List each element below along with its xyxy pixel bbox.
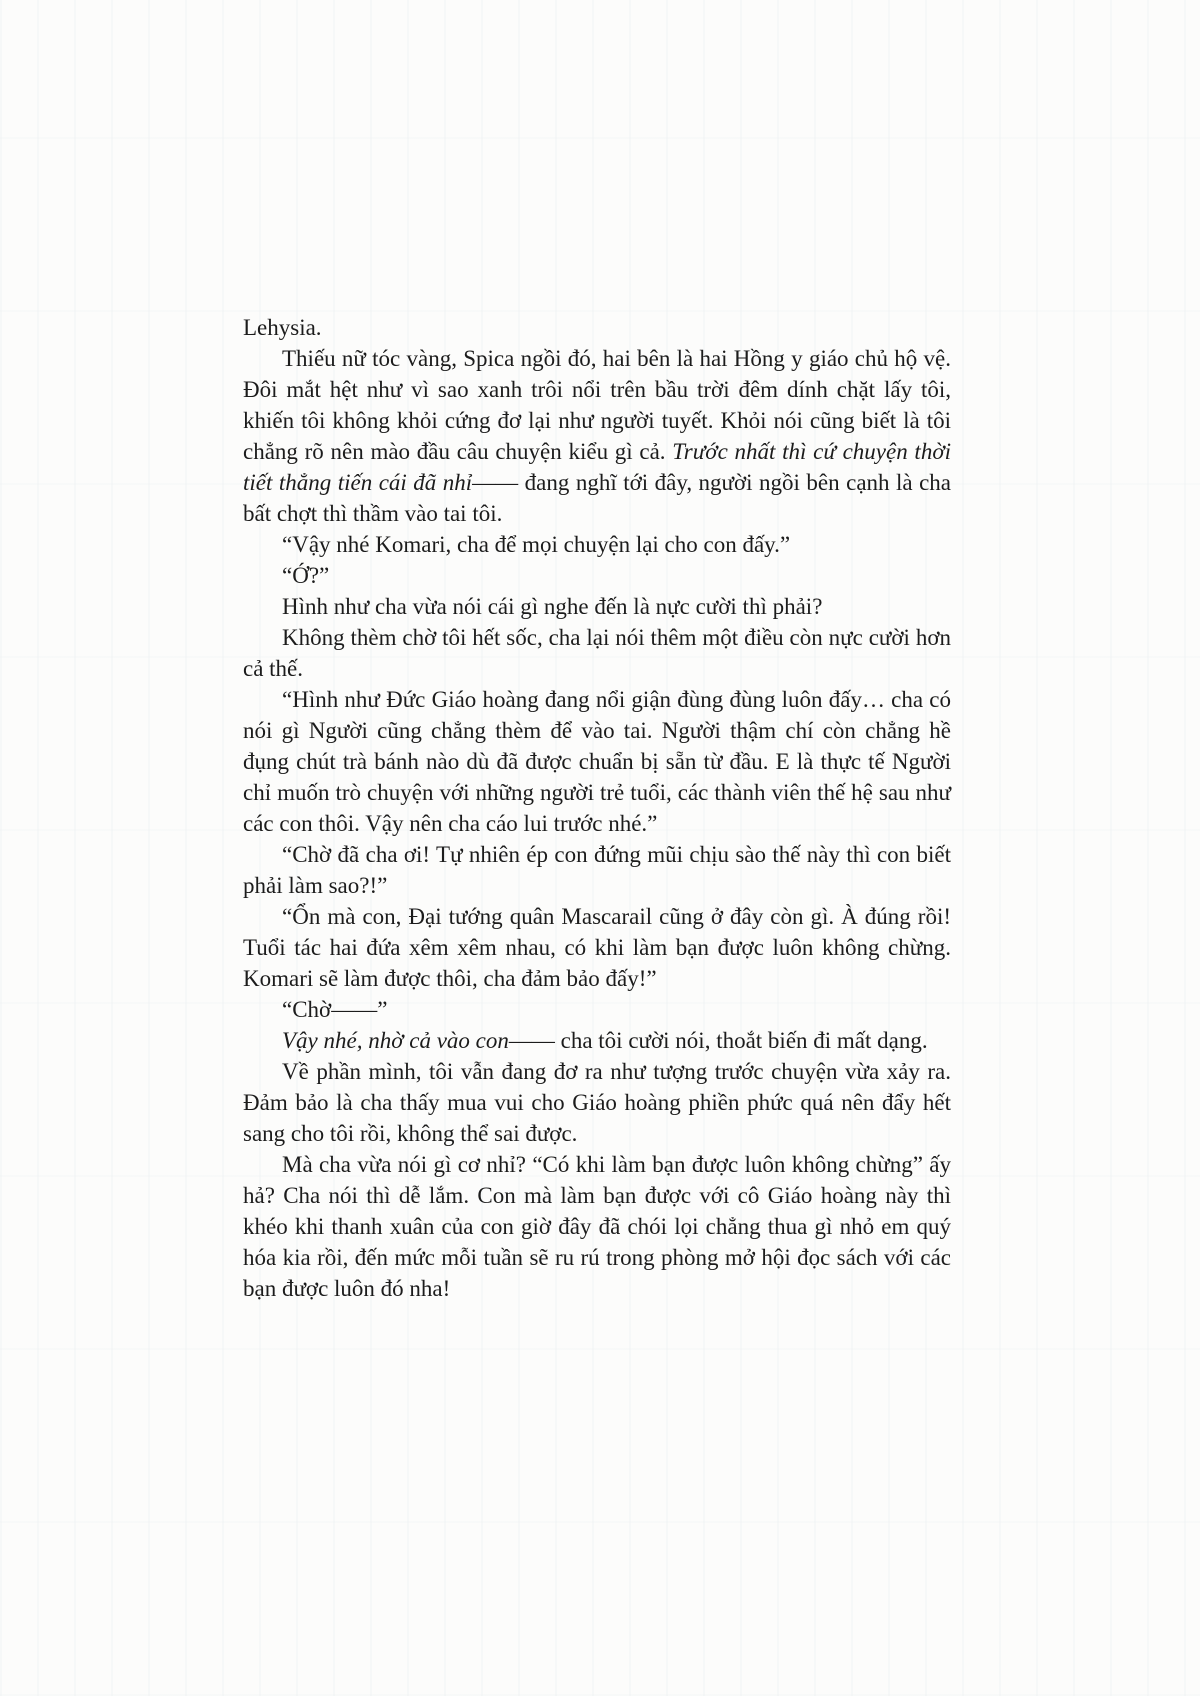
text-segment: Về phần mình, tôi vẫn đang đơ ra như tượng trước chuyện vừa xảy ra. Đảm bảo là cha thấy mua vui cho Giáo hoàng phiền phức quá nên đẩy hết sang cho tôi rồi, không thể sai được. bbox=[243, 1059, 951, 1146]
text-segment: “Vậy nhé Komari, cha để mọi chuyện lại cho con đấy.” bbox=[282, 532, 791, 557]
text-segment: “Ớ?” bbox=[282, 563, 330, 588]
paragraph bbox=[243, 622, 951, 684]
text-segment: “Hình như Đức Giáo hoàng đang nổi giận đùng đùng luôn đấy… cha có nói gì Người cũng chẳng thèm để vào tai. Người thậm chí còn chẳng hề đụng chút trà bánh nào dù đã được chuẩn bị sẵn từ đầu. E là thực tế Người chỉ muốn trò chuyện với những người trẻ tuổi, các thành viên thế hệ sau như các con thôi. Vậy nên cha cáo lui trước nhé.” bbox=[243, 687, 951, 836]
text-segment: Lehysia. bbox=[243, 315, 322, 340]
text-segment: “Chờ đã cha ơi! Tự nhiên ép con đứng mũi chịu sào thế này thì con biết phải làm sao?!” bbox=[243, 842, 951, 898]
paragraph bbox=[243, 994, 951, 1025]
paragraph bbox=[243, 343, 951, 529]
text-segment: “Chờ——” bbox=[282, 997, 388, 1022]
italic-text-segment: Trước nhất thì cứ chuyện thời tiết thẳng tiến cái đã nhỉ bbox=[243, 439, 951, 495]
text-segment: Hình như cha vừa nói cái gì nghe đến là nực cười thì phải? bbox=[282, 594, 823, 619]
paragraph bbox=[243, 591, 951, 622]
italic-text-segment: Vậy nhé, nhờ cả vào con bbox=[282, 1028, 509, 1053]
paragraph bbox=[243, 1025, 951, 1056]
paragraph bbox=[243, 529, 951, 560]
paragraph bbox=[243, 1056, 951, 1149]
paragraph bbox=[243, 901, 951, 994]
paragraph bbox=[243, 560, 951, 591]
text-segment: Mà cha vừa nói gì cơ nhỉ? “Có khi làm bạn được luôn không chừng” ấy hả? Cha nói thì dễ lắm. Con mà làm bạn được với cô Giáo hoàng này thì khéo khi thanh xuân của con giờ đây đã chói lọi chẳng thua gì nhỏ em quý hóa kia rồi, đến mức mỗi tuần sẽ ru rú trong phòng mở hội đọc sách với các bạn được luôn đó nha! bbox=[243, 1152, 951, 1301]
text-segment: Thiếu nữ tóc vàng, Spica ngồi đó, hai bên là hai Hồng y giáo chủ hộ vệ. Đôi mắt hệt như vì sao xanh trôi nổi trên bầu trời đêm dính chặt lấy tôi, khiến tôi không khỏi cứng đơ lại như người tuyết. Khỏi nói cũng biết là tôi chẳng rõ nên mào đầu câu chuyện kiểu gì cả. bbox=[243, 346, 951, 464]
text-segment: —— cha tôi cười nói, thoắt biến đi mất dạng. bbox=[508, 1028, 928, 1053]
paragraph bbox=[243, 684, 951, 839]
text-segment: —— đang nghĩ tới đây, người ngồi bên cạnh là cha bất chợt thì thầm vào tai tôi. bbox=[243, 470, 952, 526]
paragraph bbox=[243, 1149, 951, 1304]
paragraph bbox=[243, 312, 951, 343]
text-segment: Không thèm chờ tôi hết sốc, cha lại nói thêm một điều còn nực cười hơn cả thế. bbox=[243, 625, 951, 681]
text-block bbox=[243, 312, 951, 1304]
paragraph bbox=[243, 839, 951, 901]
text-segment: “Ổn mà con, Đại tướng quân Mascarail cũng ở đây còn gì. À đúng rồi! Tuổi tác hai đứa xêm xêm nhau, có khi làm bạn được luôn không chừng. Komari sẽ làm được thôi, cha đảm bảo đấy!” bbox=[243, 904, 951, 991]
